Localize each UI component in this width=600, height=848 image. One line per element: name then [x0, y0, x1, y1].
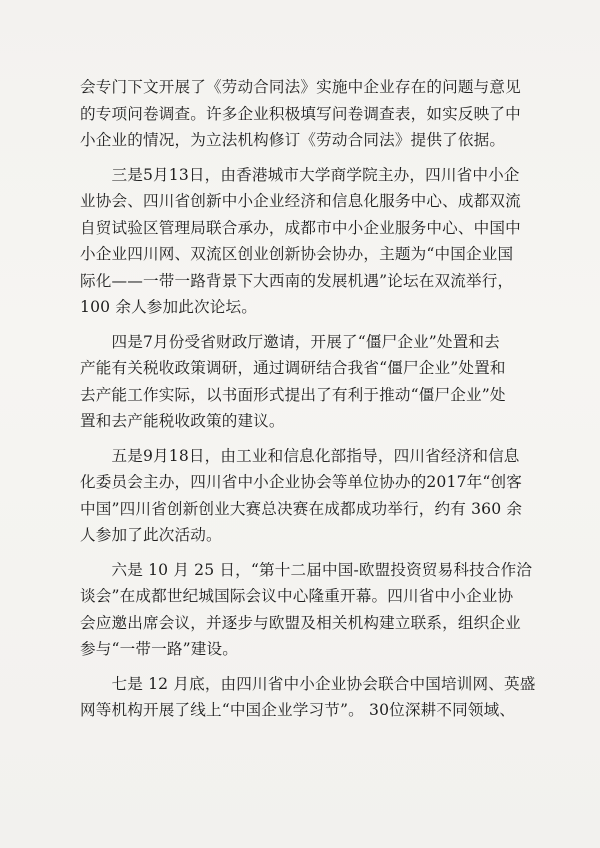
text-line: 置和去产能税收政策的建议。 [80, 412, 285, 430]
paragraph-survey-continuation [80, 74, 522, 154]
paragraph-item-four [80, 329, 522, 435]
text-line: 小企业四川网、双流区创业创新协会协办，主题为“中国企业国 [80, 245, 514, 263]
text-line: 人参加了此次活动。 [80, 526, 222, 544]
text-line: 小企业的情况，为立法机构修订《劳动合同法》提供了依据。 [80, 131, 506, 149]
text-line: 谈会”在成都世纪城国际会议中心隆重开幕。四川省中小企业协 [80, 587, 514, 605]
text-line: 会专门下文开展了《劳动合同法》实施中企业存在的问题与意见 [80, 78, 521, 96]
text-line: 七是 12 月底，由四川省中小企业协会联合中国培训网、英盛 [80, 674, 536, 693]
text-line: 去产能工作实际，以书面形式提出了有利于推动“僵尸企业”处 [80, 385, 506, 404]
text-line: 网等机构开展了线上“中国企业学习节”。 30位深耕不同领域、 [80, 701, 516, 719]
text-line: 参与“一带一路”建设。 [80, 640, 238, 658]
text-line: 化委员会主办，四川省中小企业协会等单位协办的2017年“创客 [80, 473, 523, 491]
text-line: 会应邀出席会议，并逐步与欧盟及相关机构建立联系，组织企业 [80, 613, 521, 632]
text-line: 际化——一带一路背景下大西南的发展机遇”论坛在双流举行， [80, 271, 514, 290]
text-line: 五是9月18日，由工业和信息化部指导，四川省经济和信息 [80, 446, 520, 465]
text-line: 自贸试验区管理局联合承办，成都市中小企业服务中心、中国中 [80, 218, 521, 237]
text-line: 三是5月13日，由香港城市大学商学院主办，四川省中小企 [80, 165, 520, 184]
paragraph-item-three [80, 162, 522, 321]
paragraph-item-five [80, 443, 522, 549]
text-line: 的专项问卷调查。许多企业积极填写问卷调查表，如实反映了中 [80, 104, 521, 123]
paragraph-item-seven [80, 671, 536, 724]
text-line: 四是7月份受省财政厅邀请，开展了“僵尸企业”处置和去 [80, 332, 500, 351]
text-line: 业协会、四川省创新中小企业经济和信息化服务中心、成都双流 [80, 192, 521, 210]
paragraph-item-six [80, 557, 533, 663]
text-line: 100 余人参加此次论坛。 [80, 298, 258, 316]
text-line: 产能有关税收政策调研，通过调研结合我省“僵尸企业”处置和 [80, 359, 506, 377]
document-body [80, 74, 536, 724]
text-line: 中国”四川省创新创业大赛总决赛在成都成功举行，约有 360 余 [80, 499, 523, 518]
text-line: 六是 10 月 25 日，“第十二届中国-欧盟投资贸易科技合作洽 [80, 560, 533, 579]
